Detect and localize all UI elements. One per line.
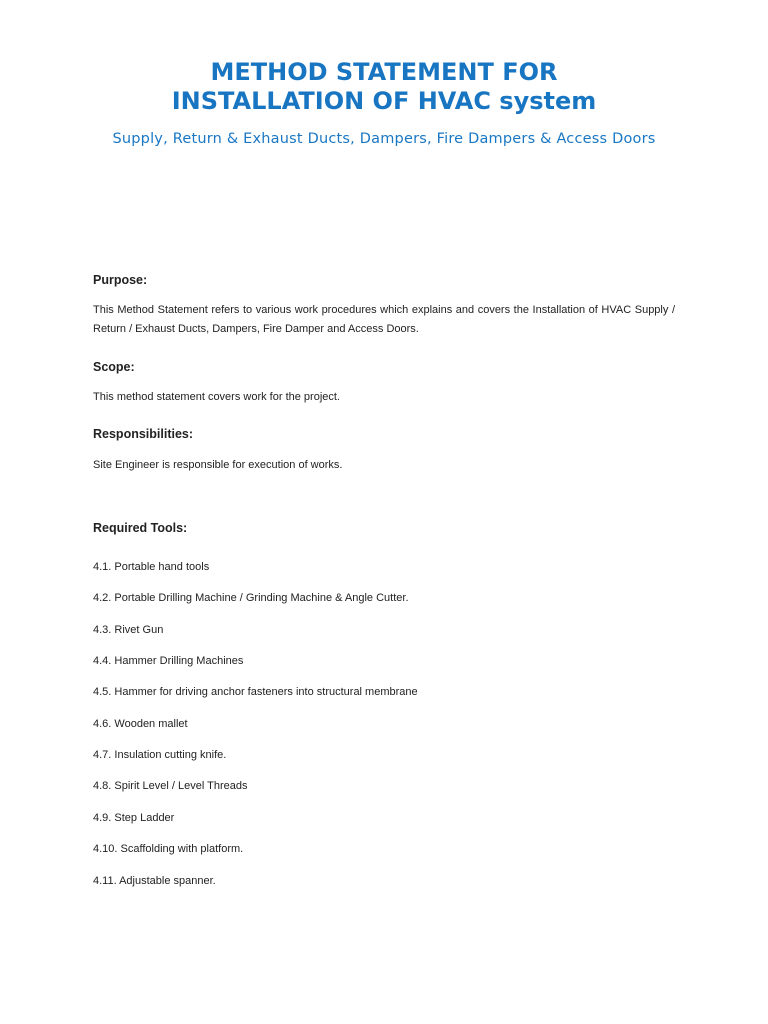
tool-list-item: 4.9. Step Ladder: [93, 812, 175, 824]
responsibilities-heading: Responsibilities:: [93, 427, 194, 441]
tool-list-item: 4.1. Portable hand tools: [93, 561, 210, 573]
tool-list-item: 4.3. Rivet Gun: [93, 624, 164, 636]
tool-list-item: 4.5. Hammer for driving anchor fasteners into structural membrane: [93, 686, 418, 698]
tool-list-item: 4.4. Hammer Drilling Machines: [93, 655, 244, 667]
tool-list-item: 4.2. Portable Drilling Machine / Grinding Machine & Angle Cutter.: [93, 592, 409, 604]
document-subtitle: Supply, Return & Exhaust Ducts, Dampers, Fire Dampers & Access Doors: [112, 131, 656, 147]
tool-list-item: 4.10. Scaffolding with platform.: [93, 843, 244, 855]
title-line-1: METHOD STATEMENT FOR: [210, 58, 558, 86]
responsibilities-text: Site Engineer is responsible for execution of works.: [93, 459, 343, 471]
purpose-heading: Purpose:: [93, 273, 148, 287]
tool-list-item: 4.11. Adjustable spanner.: [93, 875, 216, 887]
tool-list-item: 4.6. Wooden mallet: [93, 718, 188, 730]
tool-list-item: 4.8. Spirit Level / Level Threads: [93, 780, 248, 792]
purpose-text: This Method Statement refers to various work procedures which explains and covers the Installation of HVAC Supply / Return / Exhaust Ducts, Dampers, Fire Damper and Access Doors.: [93, 304, 675, 335]
scope-heading: Scope:: [93, 360, 135, 374]
tool-list-item: 4.7. Insulation cutting knife.: [93, 749, 227, 761]
scope-text: This method statement covers work for the project.: [93, 391, 340, 403]
title-line-2: INSTALLATION OF HVAC system: [171, 87, 597, 115]
required-tools-heading: Required Tools:: [93, 521, 188, 535]
document-title: [60, 58, 708, 116]
title-block: [60, 58, 708, 148]
